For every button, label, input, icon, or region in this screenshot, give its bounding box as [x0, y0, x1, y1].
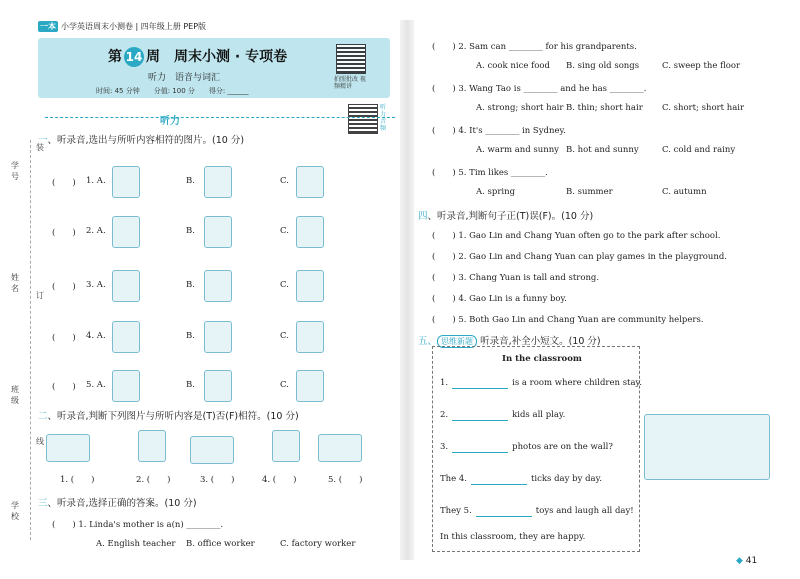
think-tag: 思维新题: [437, 335, 477, 348]
picture-kids-run-icon[interactable]: [204, 321, 232, 353]
option-b-label[interactable]: B.: [186, 331, 195, 341]
fill-blank-input[interactable]: [452, 442, 508, 453]
option-c-label[interactable]: C.: [280, 380, 289, 390]
tf-sentence-2[interactable]: ( ) 2. Gao Lin and Chang Yuan can play games in the playground.: [432, 252, 727, 262]
line-number: 3.: [440, 442, 449, 452]
passage-line: [440, 506, 634, 517]
mc-option[interactable]: C. autumn: [662, 187, 707, 197]
tf-sentence-1[interactable]: ( ) 1. Gao Lin and Chang Yuan often go to the park after school.: [432, 231, 721, 241]
page-number: ◆ 41: [736, 556, 758, 566]
picture-school-icon[interactable]: [204, 216, 232, 248]
picture-boy-icon: [138, 430, 166, 462]
series-title: 小学英语周末小测卷 | 四年级上册 PEP版: [61, 22, 207, 31]
mc-option[interactable]: C. cold and rainy: [662, 145, 736, 155]
part4-number: 四: [418, 211, 428, 222]
answer-paren[interactable]: ( ): [52, 382, 76, 392]
passage-line: [440, 442, 613, 453]
week-number: 14: [124, 47, 144, 67]
qr-caption: 拍照批改 视频精讲: [334, 76, 366, 90]
picture-building-icon[interactable]: [112, 216, 140, 248]
option-a-label[interactable]: 3. A.: [86, 280, 106, 290]
picture-playground-icon[interactable]: [296, 216, 324, 248]
page-gutter: [400, 20, 414, 560]
part2-title: 、听录音,判断下列图片与所听内容是(T)否(F)相符。(10 分): [47, 411, 299, 422]
picture-cleaning-icon: [190, 436, 234, 464]
section-heading-listening: 听力: [160, 116, 180, 127]
mc-option[interactable]: A. spring: [476, 187, 516, 197]
answer-paren[interactable]: ( ): [52, 282, 76, 292]
mc-option[interactable]: B. summer: [566, 187, 613, 197]
qr-code-icon[interactable]: [336, 44, 366, 74]
picture-sun-sea-icon[interactable]: [296, 321, 324, 353]
picture-classroom-icon[interactable]: [112, 321, 140, 353]
passage-closing: In this classroom, they are happy.: [440, 532, 586, 542]
mc-option[interactable]: A. strong; short hair: [476, 103, 564, 113]
option-b-label[interactable]: B.: [186, 380, 195, 390]
part2-heading: [38, 408, 299, 422]
part1-heading: [38, 132, 244, 146]
option-a-label[interactable]: 5. A.: [86, 380, 106, 390]
line-number: The 4.: [440, 474, 467, 484]
mc-question-3[interactable]: ( ) 3. Wang Tao is ________ and he has ________.: [432, 84, 647, 94]
tf-item-2[interactable]: 2. ( ): [136, 475, 171, 485]
line-number: 2.: [440, 410, 449, 420]
exam-meta: 时间: 45 分钟 分值: 100 分 得分: ______: [96, 87, 249, 95]
option-a-label[interactable]: 1. A.: [86, 176, 106, 186]
line-text: is a room where children stay.: [512, 378, 642, 388]
option-b-label[interactable]: B.: [186, 176, 195, 186]
binding-line: [30, 140, 31, 540]
answer-paren[interactable]: ( ): [52, 333, 76, 343]
line-number: 1.: [440, 378, 449, 388]
cut-mark-1: 装: [36, 143, 44, 152]
audio-qr-code-icon[interactable]: [348, 104, 378, 134]
section-divider: [45, 117, 395, 118]
part1-title: 、听录音,选出与所听内容相符的图片。(10 分): [47, 135, 245, 146]
passage-line: [440, 474, 602, 485]
picture-skirt-icon[interactable]: [204, 370, 232, 402]
mc-option[interactable]: C. factory worker: [280, 539, 356, 549]
answer-paren[interactable]: ( ): [52, 178, 76, 188]
mc-question-2[interactable]: ( ) 2. Sam can ________ for his grandparents.: [432, 42, 637, 52]
fill-blank-input[interactable]: [452, 378, 508, 389]
option-a-label[interactable]: 4. A.: [86, 331, 106, 341]
part3-title: 、听录音,选择正确的答案。(10 分): [47, 498, 197, 509]
mc-option[interactable]: C. sweep the floor: [662, 61, 741, 71]
option-a-label[interactable]: 2. A.: [86, 226, 106, 236]
tf-item-1[interactable]: 1. ( ): [60, 475, 95, 485]
line-text: toys and laugh all day!: [535, 506, 634, 516]
picture-kids-play-icon[interactable]: [296, 270, 324, 302]
name-label: 姓名: [11, 273, 19, 293]
tf-sentence-3[interactable]: ( ) 3. Chang Yuan is tall and strong.: [432, 273, 600, 283]
part4-title: 、听录音,判断句子正(T)误(F)。(10 分): [427, 211, 594, 222]
part4-heading: [418, 208, 593, 222]
part1-number: 一: [38, 135, 48, 146]
picture-family-icon: [46, 434, 90, 462]
answer-paren[interactable]: ( ): [52, 228, 76, 238]
option-c-label[interactable]: C.: [280, 280, 289, 290]
mc-option[interactable]: A. English teacher: [96, 539, 176, 549]
picture-dress-icon[interactable]: [112, 370, 140, 402]
option-c-label[interactable]: C.: [280, 176, 289, 186]
page-title: [108, 46, 287, 67]
part5-heading: 五、 思维新题 听录音,补全小短文。(10 分): [418, 336, 601, 347]
mc-question-5[interactable]: ( ) 5. Tim likes ________.: [432, 168, 548, 178]
cut-mark-3: 线: [36, 437, 44, 446]
picture-girl-phone-icon[interactable]: [204, 166, 232, 198]
tf-sentence-5[interactable]: ( ) 5. Both Gao Lin and Chang Yuan are community helpers.: [432, 315, 704, 325]
fill-blank-input[interactable]: [452, 410, 508, 421]
picture-boy-desk-icon[interactable]: [112, 166, 140, 198]
picture-worker-icon[interactable]: [296, 166, 324, 198]
tf-sentence-4[interactable]: ( ) 4. Gao Lin is a funny boy.: [432, 294, 567, 304]
mc-option[interactable]: B. office worker: [186, 539, 255, 549]
mc-option[interactable]: B. thin; short hair: [566, 103, 643, 113]
mc-question-4[interactable]: ( ) 4. It's ________ in Sydney.: [432, 126, 566, 136]
line-text: ticks day by day.: [531, 474, 602, 484]
part3-number: 三: [38, 498, 48, 509]
title-prefix: 第: [108, 49, 122, 65]
tf-item-4[interactable]: 4. ( ): [262, 475, 297, 485]
picture-kids-table-icon[interactable]: [112, 270, 140, 302]
fill-blank-input[interactable]: [471, 474, 527, 485]
part5-number: 五: [418, 336, 428, 347]
page-number-value: 41: [745, 556, 758, 566]
part3-heading: [38, 495, 197, 509]
line-text: kids all play.: [512, 410, 566, 420]
picture-kids-play-icon: [318, 434, 362, 462]
tf-item-3[interactable]: 3. ( ): [200, 475, 235, 485]
page-subtitle: 听力 语音与词汇: [148, 73, 221, 83]
passage-line: [440, 378, 642, 389]
fill-blank-input[interactable]: [476, 506, 532, 517]
mc-option[interactable]: A. warm and sunny: [476, 145, 559, 155]
classroom-illustration-icon: [644, 414, 770, 480]
series-badge: 一本: [40, 22, 56, 31]
option-c-label[interactable]: C.: [280, 226, 289, 236]
option-b-label[interactable]: B.: [186, 280, 195, 290]
school-label: 学校: [11, 501, 19, 521]
series-header: [38, 21, 206, 32]
class-label: 班级: [11, 385, 19, 405]
option-b-label[interactable]: B.: [186, 226, 195, 236]
line-text: photos are on the wall?: [512, 442, 613, 452]
part2-number: 二: [38, 411, 48, 422]
part5-title: 听录音,补全小短文。(10 分): [480, 336, 601, 347]
passage-line: [440, 410, 565, 421]
passage-title: In the classroom: [502, 354, 582, 364]
mc-option[interactable]: A. cook nice food: [476, 61, 550, 71]
picture-city-sun-icon[interactable]: [204, 270, 232, 302]
line-number: They 5.: [440, 506, 472, 516]
picture-girl-umbrella-icon: [272, 430, 300, 462]
cut-mark-2: 订: [36, 291, 44, 300]
picture-hat-icon[interactable]: [296, 370, 324, 402]
mc-option[interactable]: B. hot and sunny: [566, 145, 639, 155]
mc-option[interactable]: B. sing old songs: [566, 61, 640, 71]
audio-qr-caption: 听力音频: [380, 104, 387, 132]
option-c-label[interactable]: C.: [280, 331, 289, 341]
mc-option[interactable]: C. short; short hair: [662, 103, 745, 113]
mc-question-1[interactable]: ( ) 1. Linda's mother is a(n) ________.: [52, 520, 224, 530]
tf-item-5[interactable]: 5. ( ): [328, 475, 363, 485]
student-number-label: 学号: [11, 161, 19, 181]
title-suffix: 周 周末小测 · 专项卷: [146, 49, 288, 65]
